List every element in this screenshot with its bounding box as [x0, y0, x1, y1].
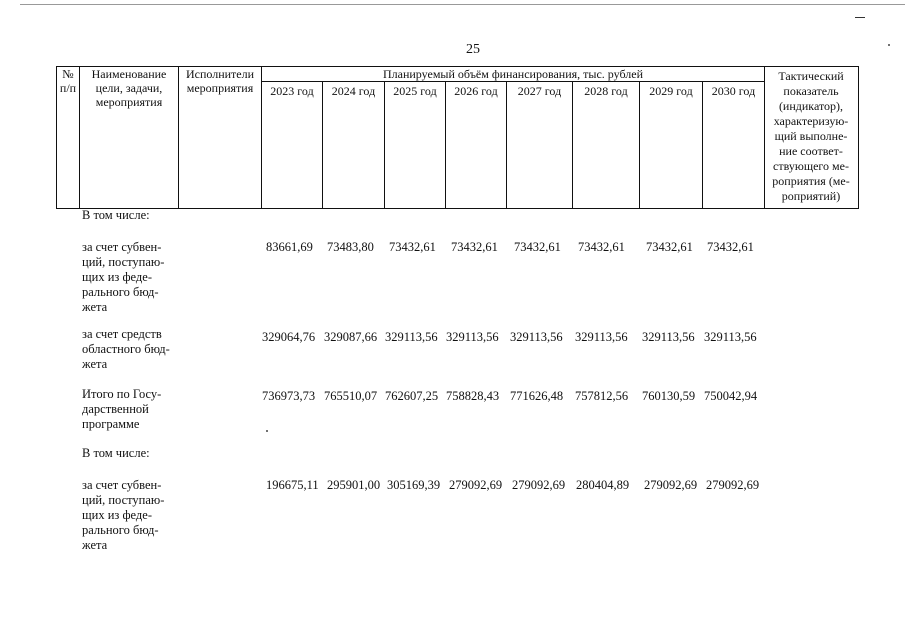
scan-speck: [266, 430, 268, 432]
header-indicator: Тактический показатель (индикатор), характеризую- щий выполне- ние соответ- ствующего ме- роприятия (ме- роприятий): [772, 69, 850, 203]
table-cell: 329113,56: [385, 330, 438, 344]
page-number: 25: [466, 42, 480, 57]
table-cell: 280404,89: [576, 478, 630, 492]
header-year: 2028 год: [584, 84, 628, 98]
funding-divider: [261, 81, 765, 82]
header-year: 2026 год: [454, 84, 498, 98]
table-cell: 279092,69: [706, 478, 760, 492]
header-year: 2024 год: [331, 84, 376, 98]
table-cell: 329113,56: [704, 330, 757, 344]
table-cell: 196675,11: [266, 478, 319, 492]
table-cell: 765510,07: [324, 389, 378, 403]
table-cell: 329113,56: [642, 330, 695, 344]
header-funding: Планируемый объём финансирования, тыс. рублей: [382, 67, 643, 81]
year-divider: [506, 81, 507, 208]
table-cell: 279092,69: [512, 478, 566, 492]
table-cell: 73432,61: [646, 240, 693, 254]
table-cell: 750042,94: [704, 389, 758, 403]
table-cell: 329113,56: [446, 330, 499, 344]
scan-speck: [888, 44, 890, 46]
year-divider: [702, 81, 703, 208]
table-cell: 329113,56: [575, 330, 628, 344]
table-cell: 762607,25: [385, 389, 439, 403]
table-cell: 771626,48: [510, 389, 564, 403]
year-divider: [445, 81, 446, 208]
year-divider: [572, 81, 573, 208]
table-cell: 736973,73: [262, 389, 316, 403]
table-cell: 279092,69: [644, 478, 698, 492]
year-divider: [322, 81, 323, 208]
header-year: 2029 год: [649, 84, 693, 98]
top-rule: [20, 4, 905, 5]
row-label-federal-subventions: за счет субвен- ций, поступаю- щих из феде- рального бюд- жета: [82, 240, 165, 314]
table-cell: 329113,56: [510, 330, 563, 344]
row-label-regional-budget: за счет средств областного бюд- жета: [82, 327, 170, 371]
table-cell: 329087,66: [324, 330, 378, 344]
table-cell: 73432,61: [578, 240, 625, 254]
table-cell: 295901,00: [327, 478, 381, 492]
table-cell: 73432,61: [451, 240, 498, 254]
table-cell: 329064,76: [262, 330, 316, 344]
header-executors: Исполнители мероприятия: [185, 67, 255, 95]
table-cell: 73432,61: [389, 240, 436, 254]
header-year: 2023 год: [270, 84, 314, 98]
table-cell: 73483,80: [327, 240, 374, 254]
corner-mark: [855, 17, 865, 18]
header-year: 2027 год: [517, 84, 562, 98]
year-divider: [639, 81, 640, 208]
table-cell: 757812,56: [575, 389, 629, 403]
header-year: 2025 год: [393, 84, 437, 98]
table-cell: 73432,61: [514, 240, 561, 254]
year-divider: [384, 81, 385, 208]
table-cell: 73432,61: [707, 240, 754, 254]
header-name: Наименование цели, задачи, мероприятия: [91, 67, 167, 109]
row-label-subtotal-heading: В том числе:: [82, 208, 150, 222]
table-cell: 305169,39: [387, 478, 441, 492]
table-cell: 758828,43: [446, 389, 500, 403]
row-label-subtotal-heading: В том числе:: [82, 446, 150, 460]
table-cell: 83661,69: [266, 240, 313, 254]
table-cell: 760130,59: [642, 389, 696, 403]
row-label-federal-subventions: за счет субвен- ций, поступаю- щих из феде- рального бюд- жета: [82, 478, 165, 552]
row-label-program-total: Итого по Госу- дарственной программе: [82, 387, 162, 431]
header-num: № п/п: [59, 67, 77, 95]
header-year: 2030 год: [711, 84, 756, 98]
table-cell: 279092,69: [449, 478, 503, 492]
